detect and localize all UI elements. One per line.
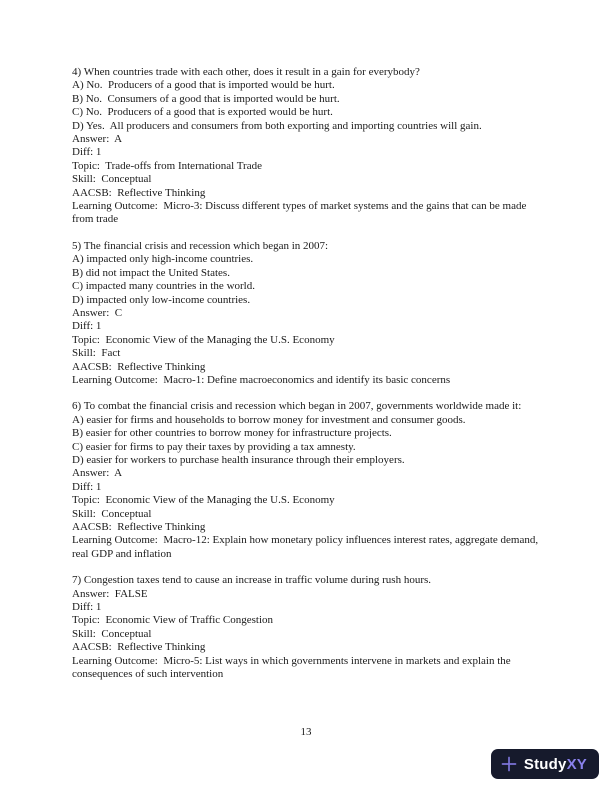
answer-choice: C) impacted many countries in the world.: [72, 280, 255, 293]
question-stem: 4) When countries trade with each other, does it result in a gain for everybody?: [72, 66, 420, 78]
question-meta-line: Diff: 1: [72, 480, 102, 493]
question-meta-line: Learning Outcome: Macro-12: Explain how monetary policy influences interest rates, aggregate demand, real GDP and inflation: [72, 534, 541, 560]
brand-wordmark: [524, 756, 587, 773]
plus-icon: [501, 756, 517, 772]
brand-name-secondary: XY: [566, 755, 587, 773]
question-meta-line: AACSB: Reflective Thinking: [72, 186, 206, 199]
question-meta-line: Diff: 1: [72, 601, 102, 614]
question-meta-line: Skill: Conceptual: [72, 507, 152, 520]
answer-choice: D) Yes. All producers and consumers from both exporting and importing countries will gain.: [72, 119, 482, 132]
question-block: [72, 574, 540, 681]
question-meta-line: Skill: Conceptual: [72, 173, 152, 186]
studyxy-logo[interactable]: [491, 749, 599, 779]
question-stem: 6) To combat the financial crisis and recession which began in 2007, governments worldwide made it:: [72, 400, 522, 413]
answer-choice: A) impacted only high-income countries.: [72, 253, 254, 266]
question-stem: 5) The financial crisis and recession which began in 2007:: [72, 239, 329, 252]
answer-choice: A) easier for firms and households to borrow money for investment and consumer goods.: [72, 413, 466, 426]
question-stem: 7) Congestion taxes tend to cause an increase in traffic volume during rush hours.: [72, 574, 432, 587]
answer-choice: B) easier for other countries to borrow money for infrastructure projects.: [72, 427, 392, 440]
question-meta-line: Learning Outcome: Micro-3: Discuss different types of market systems and the gains that can be made from trade: [72, 200, 530, 226]
page-number: 13: [300, 726, 312, 738]
answer-choice: C) easier for firms to pay their taxes by providing a tax amnesty.: [72, 440, 356, 453]
question-meta-line: Topic: Economic View of Traffic Congestion: [72, 614, 274, 627]
question-meta-line: AACSB: Reflective Thinking: [72, 521, 206, 533]
question-meta-line: Topic: Trade-offs from International Trade: [72, 159, 262, 172]
question-meta-line: Skill: Conceptual: [72, 627, 152, 640]
answer-choice: B) did not impact the United States.: [72, 266, 230, 279]
question-meta-line: Topic: Economic View of the Managing the U.S. Economy: [72, 494, 335, 507]
question-meta-line: Answer: C: [72, 306, 123, 319]
question-meta-line: Answer: A: [72, 133, 123, 146]
question-meta-line: AACSB: Reflective Thinking: [72, 360, 206, 373]
question-block: [72, 66, 540, 227]
answer-choice: B) No. Consumers of a good that is imported would be hurt.: [72, 92, 340, 105]
question-block: [72, 400, 540, 561]
question-meta-line: Skill: Fact: [72, 347, 121, 360]
question-block: [72, 240, 540, 387]
brand-name-primary: Study: [523, 755, 567, 773]
question-meta-line: Answer: FALSE: [72, 587, 148, 600]
question-meta-line: Learning Outcome: Macro-1: Define macroeconomics and identify its basic concerns: [72, 373, 451, 386]
question-meta-line: Learning Outcome: Micro-5: List ways in which governments intervene in markets and explain the consequences of such intervention: [72, 654, 514, 681]
question-meta-line: Diff: 1: [72, 320, 102, 333]
question-meta-line: AACSB: Reflective Thinking: [72, 641, 206, 654]
question-meta-line: Topic: Economic View of the Managing the U.S. Economy: [72, 333, 335, 346]
answer-choice: C) No. Producers of a good that is exported would be hurt.: [72, 106, 333, 119]
question-meta-line: Diff: 1: [72, 146, 102, 159]
answer-choice: D) impacted only low-income countries.: [72, 293, 251, 306]
question-meta-line: Answer: A: [72, 467, 123, 480]
answer-choice: A) No. Producers of a good that is imported would be hurt.: [72, 79, 335, 92]
questions-list: [72, 66, 540, 694]
answer-choice: D) easier for workers to purchase health insurance through their employers.: [72, 453, 405, 466]
